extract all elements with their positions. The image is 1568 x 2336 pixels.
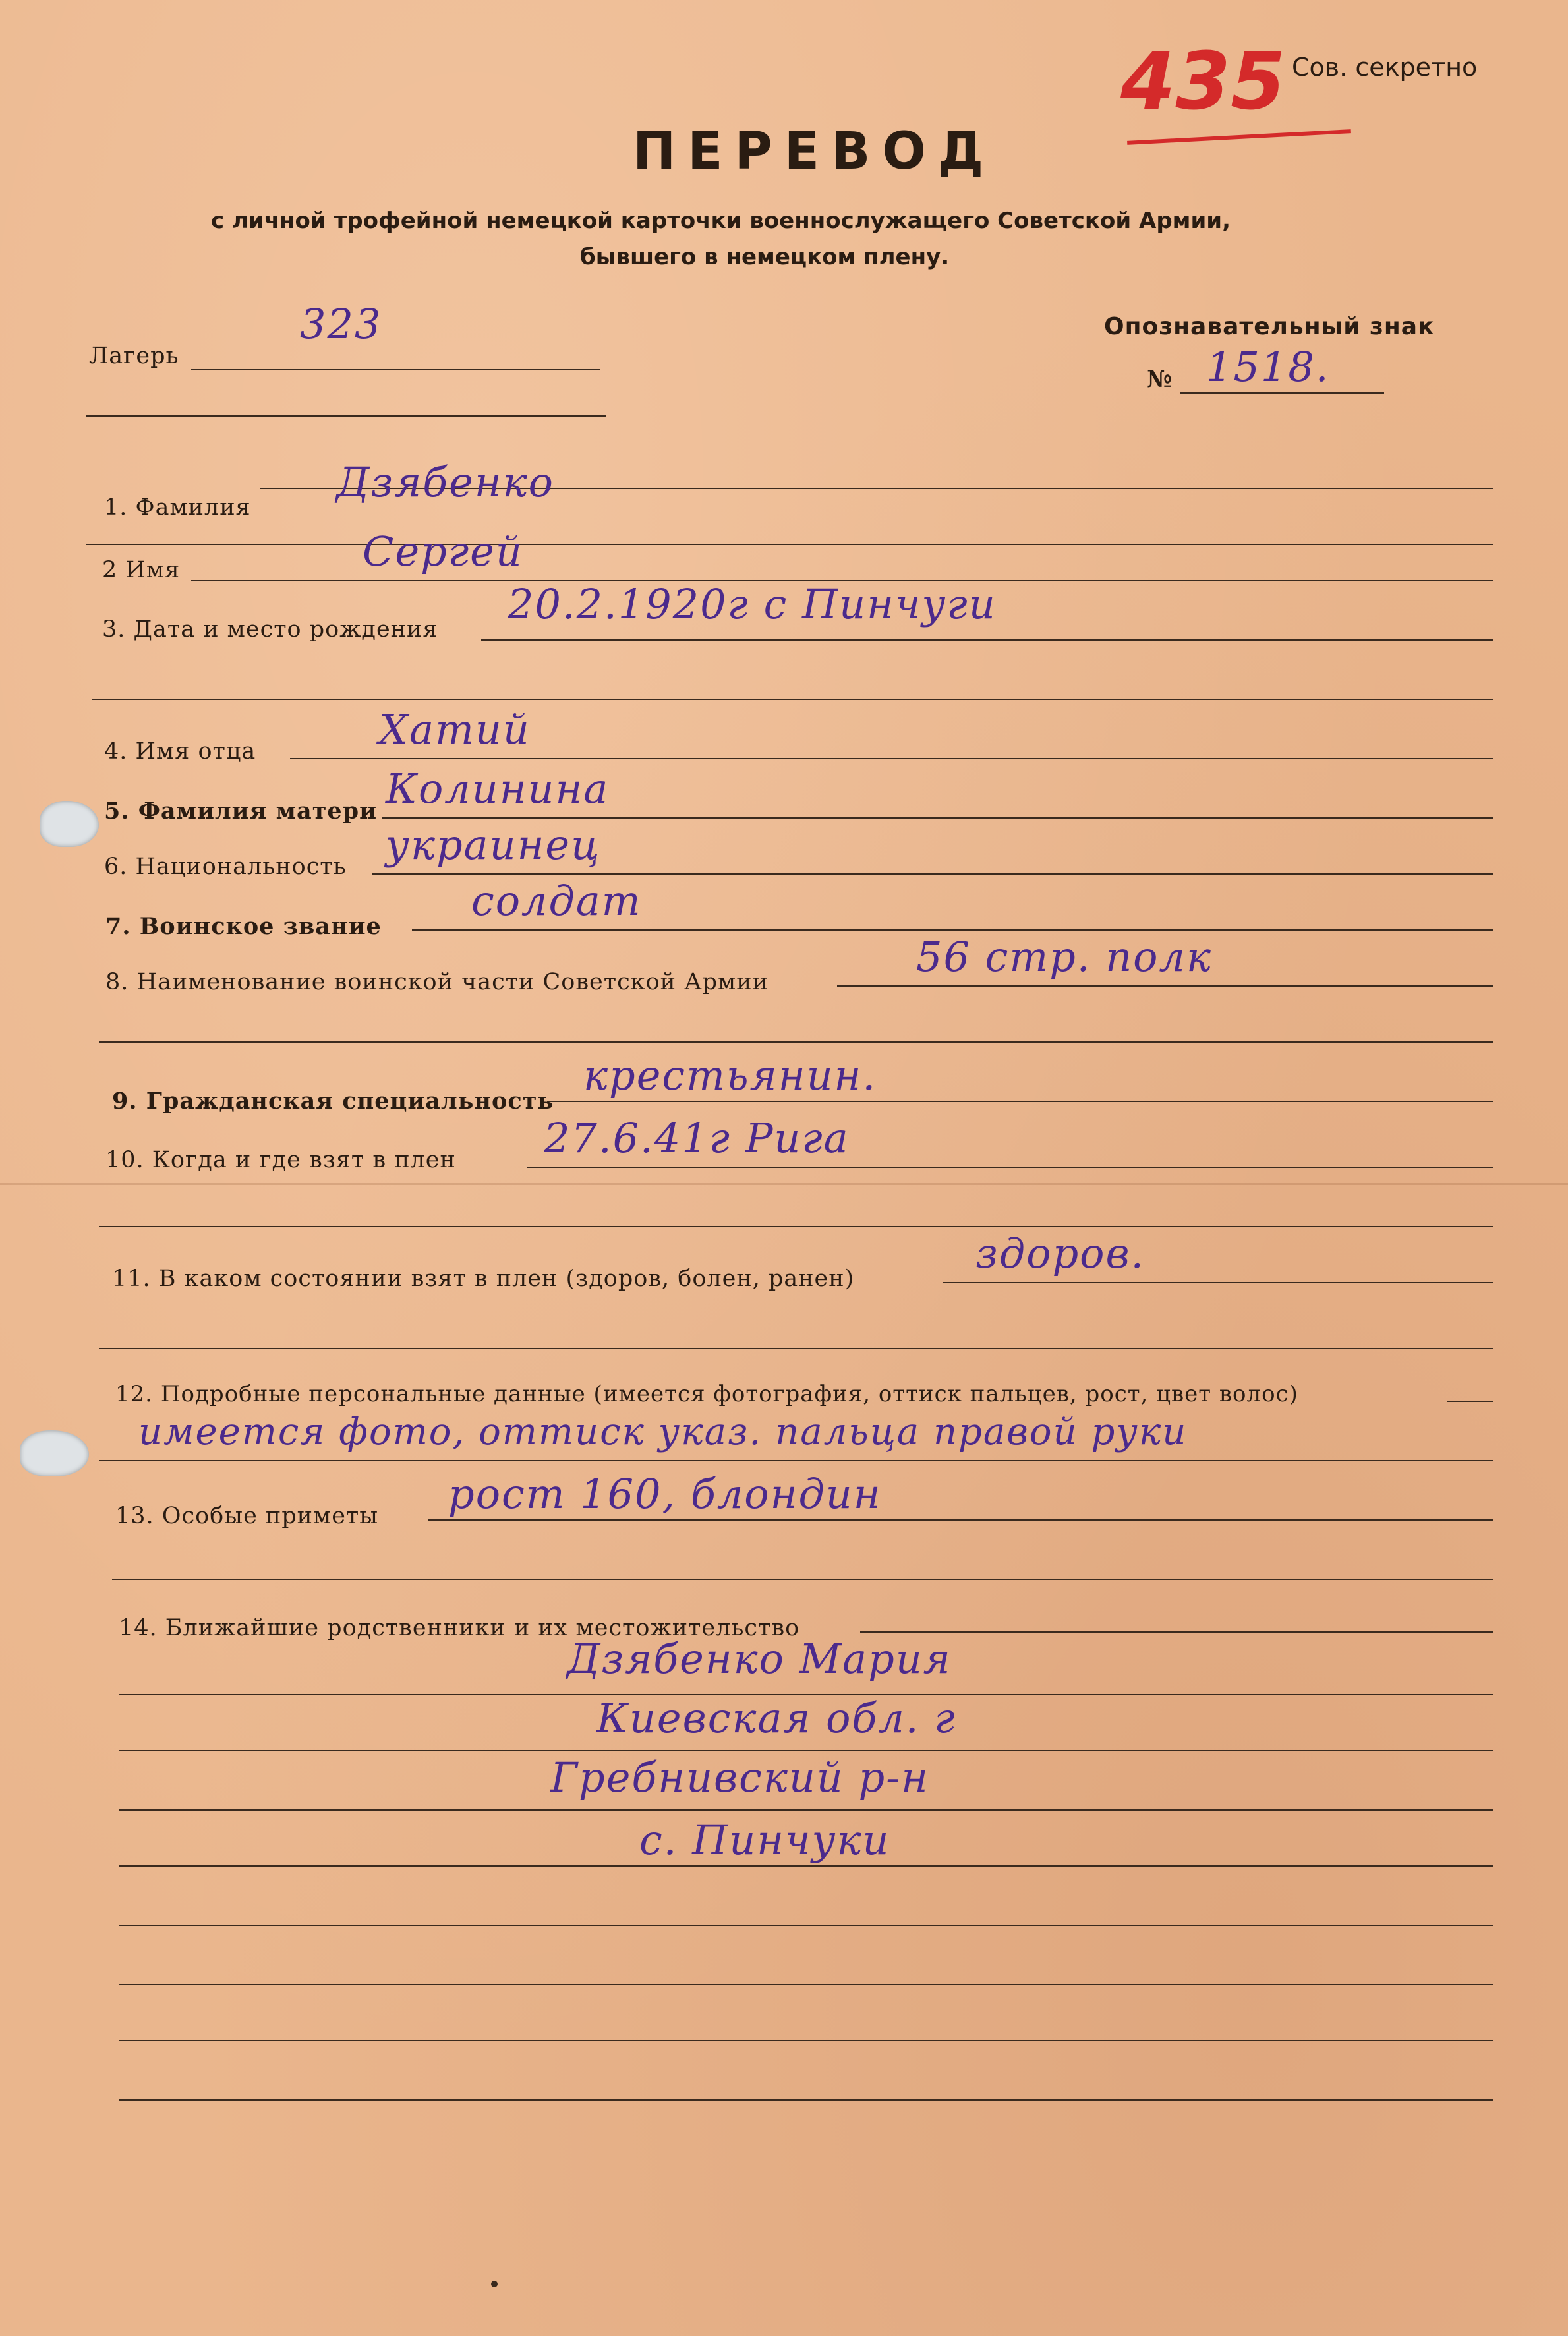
field-father-line [290, 758, 1493, 759]
field-mother-line [382, 817, 1493, 819]
field-condition-label: 11. В каком состоянии взят в плен (здоров, болен, ранен) [112, 1266, 855, 1292]
field-nationality-label: 6. Национальность [104, 854, 347, 880]
id-tag-label: Опознавательный знак [1104, 313, 1435, 340]
field-profession-label: 9. Гражданская специальность [112, 1088, 554, 1115]
field-father-label: 4. Имя отца [104, 738, 256, 765]
case-number-handwritten: 435 [1120, 36, 1286, 128]
id-tag-no-label: № [1147, 366, 1173, 393]
field-details-label: 12. Подробные персональные данные (имеется фотография, оттиск пальцев, рост, цвет волос) [115, 1381, 1298, 1407]
field-relatives-label: 14. Ближайшие родственники и их местожительство [119, 1615, 800, 1641]
classification-mark: Сов. секретно [1292, 53, 1478, 82]
field-rank-label: 7. Воинское звание [105, 913, 382, 940]
document-title: ПЕРЕВОД [633, 122, 996, 181]
relatives-line-4 [119, 1865, 1493, 1867]
field-birth-value: 20.2.1920г с Пинчуги [508, 580, 997, 628]
field-capture-value: 27.6.41г Рига [544, 1114, 850, 1162]
field-name-line-top [86, 544, 1493, 545]
field-father-value: Хатий [379, 705, 531, 753]
document-subtitle-line1: с личной трофейной немецкой карточки военнослужащего Советской Армии, [211, 208, 1231, 234]
relatives-line-5 [119, 1925, 1493, 1926]
field-name-label: 2 Имя [102, 557, 181, 583]
relative-line-3: Гребнивский р-н [550, 1753, 929, 1801]
field-nationality-value: украинец [386, 821, 601, 869]
field-features-line [428, 1519, 1493, 1521]
field-capture-line [527, 1167, 1493, 1168]
field-birth-line [481, 639, 1493, 641]
case-number-underline [1127, 129, 1351, 145]
field-unit-label: 8. Наименование воинской части Советской Армии [105, 969, 769, 995]
field-condition-line-2 [99, 1348, 1493, 1349]
field-features-line-2 [112, 1579, 1493, 1580]
relatives-line-3 [119, 1809, 1493, 1811]
field-details-line [99, 1460, 1493, 1461]
relative-line-4: с. Пинчуки [639, 1816, 890, 1864]
field-name-value: Сергей [363, 527, 523, 575]
field-relatives-line [860, 1631, 1493, 1633]
field-details-line-top [1447, 1401, 1493, 1402]
punch-hole-lower [20, 1430, 89, 1476]
fold-crease [0, 1183, 1568, 1185]
field-capture-line-2 [99, 1226, 1493, 1227]
field-unit-line [837, 985, 1493, 987]
camp-line [191, 369, 600, 370]
field-condition-line [943, 1282, 1493, 1283]
relatives-line-6 [119, 1984, 1493, 1985]
field-features-value: рост 160, блондин [448, 1470, 882, 1518]
field-features-label: 13. Особые приметы [115, 1503, 379, 1529]
camp-label: Лагерь [89, 343, 179, 369]
relatives-line-8 [119, 2099, 1493, 2101]
relatives-line-2 [119, 1750, 1493, 1751]
field-surname-label: 1. Фамилия [104, 494, 251, 521]
field-birth-line-2 [92, 699, 1493, 700]
relative-line-1: Дзябенко Мария [567, 1635, 952, 1683]
field-details-value: имеется фото, оттиск указ. пальца правой руки [138, 1411, 1188, 1453]
field-surname-value: Дзябенко [336, 458, 554, 506]
field-condition-value: здоров. [975, 1229, 1146, 1277]
ink-dot [491, 2281, 498, 2287]
field-mother-value: Колинина [386, 765, 610, 813]
field-unit-value: 56 стр. полк [916, 933, 1212, 981]
id-tag-line [1180, 392, 1384, 394]
field-rank-value: солдат [471, 877, 642, 925]
camp-line-2 [86, 415, 606, 417]
field-rank-line [412, 929, 1493, 931]
relative-line-2: Киевская обл. г [596, 1694, 956, 1742]
field-profession-line [547, 1101, 1493, 1102]
id-tag-value: 1518. [1206, 343, 1330, 391]
document-subtitle-line2: бывшего в немецком плену. [580, 244, 950, 270]
field-capture-label: 10. Когда и где взят в плен [105, 1147, 456, 1173]
camp-value: 323 [300, 300, 382, 348]
field-birth-label: 3. Дата и место рождения [102, 616, 438, 643]
field-unit-line-2 [99, 1041, 1493, 1043]
punch-hole-upper [40, 801, 99, 847]
relatives-line-7 [119, 2040, 1493, 2041]
field-mother-label: 5. Фамилия матери [104, 798, 378, 825]
field-nationality-line [372, 873, 1493, 875]
field-profession-value: крестьянин. [583, 1051, 877, 1099]
